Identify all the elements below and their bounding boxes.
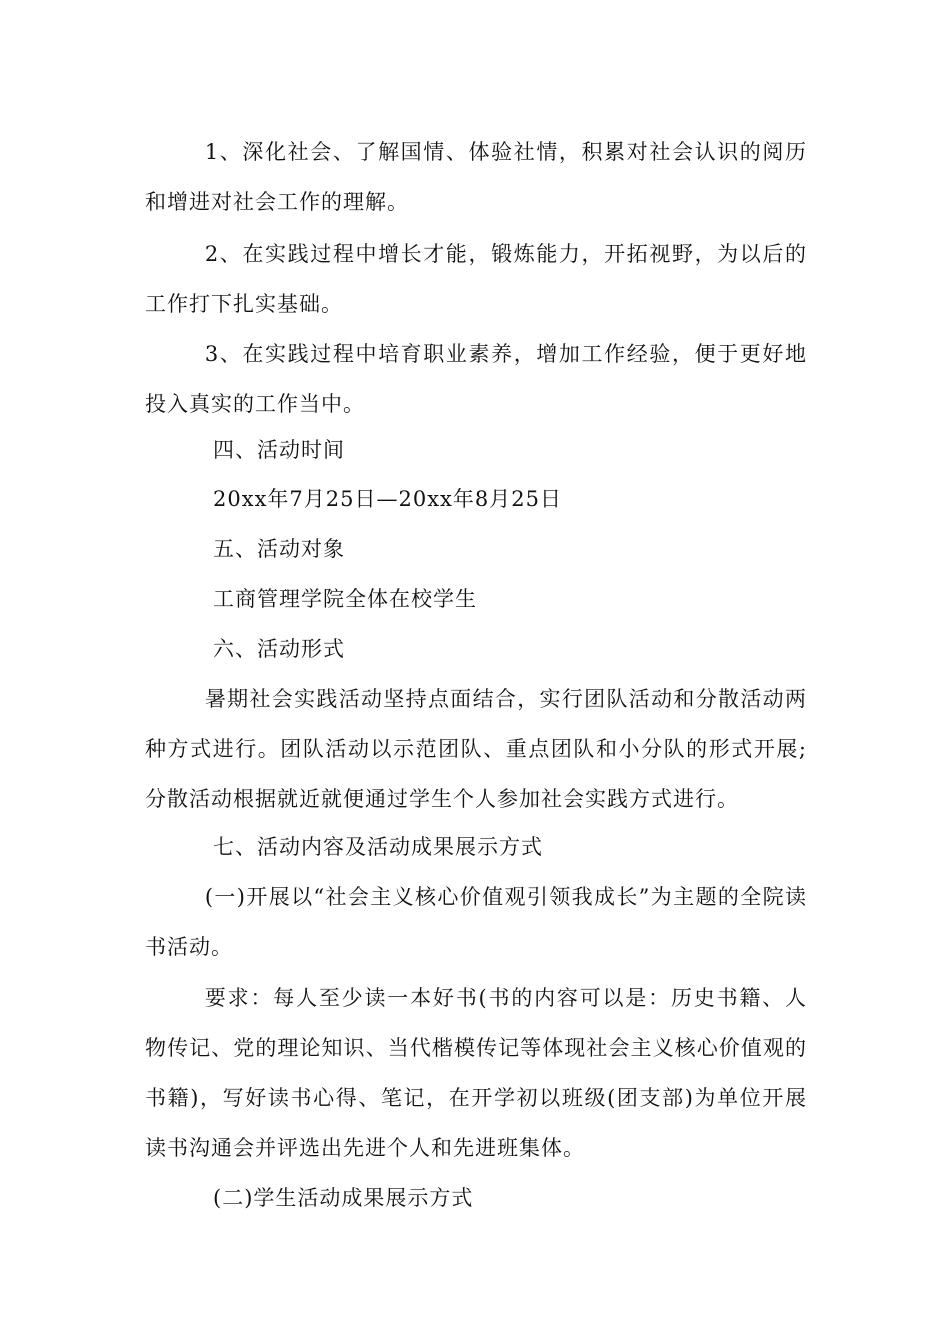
reading-requirement-text: 要求：每人至少读一本好书(书的内容可以是：历史书籍、人物传记、党的理论知识、当代楷模传记等体现社会主义核心价值观的书籍)，写好读书心得、笔记，在开学初以班级(团支部)为单位开展读书沟通会并评选出先进个人和先进班集体。 [145, 986, 807, 1160]
goal-item-1: 1、深化社会、了解国情、体验社情，积累对社会认识的阅历和增进对社会工作的理解。 [145, 140, 807, 214]
section-heading-time: 四、活动时间 [213, 438, 345, 462]
section-heading-content: 七、活动内容及活动成果展示方式 [213, 835, 543, 859]
section-heading-target: 五、活动对象 [213, 537, 345, 561]
subsection-results-display: (二)学生活动成果展示方式 [213, 1186, 474, 1210]
goal-item-2: 2、在实践过程中增长才能，锻炼能力，开拓视野，为以后的工作打下扎实基础。 [145, 242, 807, 316]
activity-date-range: 20xx年7月25日—20xx年8月25日 [213, 487, 562, 511]
activity-form-text: 暑期社会实践活动坚持点面结合，实行团队活动和分散活动两种方式进行。团队活动以示范团队、重点团队和小分队的形式开展;分散活动根据就近就便通过学生个人参加社会实践方式进行。 [145, 687, 807, 811]
section-heading-form: 六、活动形式 [213, 637, 345, 661]
subsection-reading-activity: (一)开展以“社会主义核心价值观引领我成长”为主题的全院读书活动。 [145, 885, 807, 959]
goal-item-3: 3、在实践过程中培育职业素养，增加工作经验，便于更好地投入真实的工作当中。 [145, 342, 807, 416]
activity-target-text: 工商管理学院全体在校学生 [213, 587, 477, 611]
